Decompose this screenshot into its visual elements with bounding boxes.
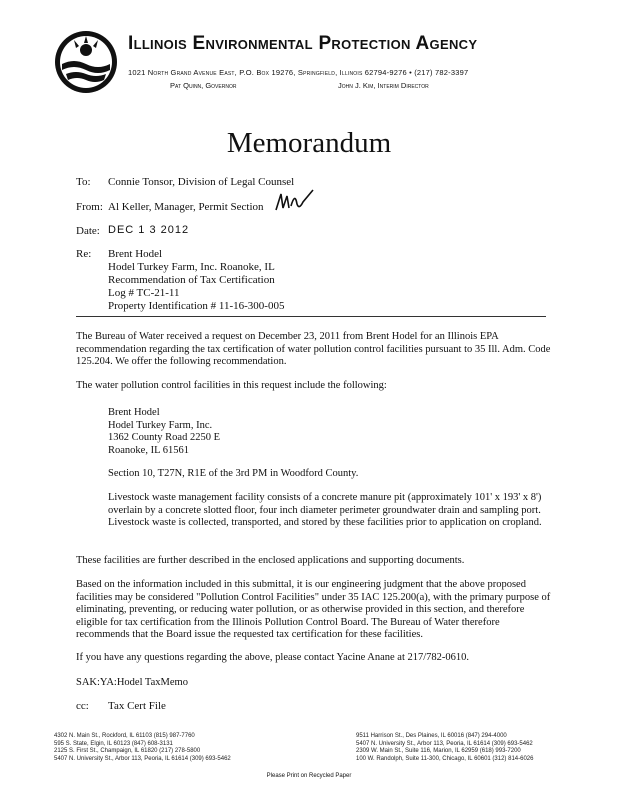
footer-office: 2125 S. First St., Champaign, IL 61820 (217) 278-5800 (54, 748, 201, 754)
director-name: John J. Kim, Interim Director (338, 81, 429, 90)
footer-office: 5407 N. University St., Arbor 113, Peoria, IL 61614 (309) 693-5462 (356, 740, 533, 747)
memo-title: Memorandum (226, 127, 392, 159)
reference-initials: SAK:YA:Hodel TaxMemo (76, 677, 188, 688)
re-block (108, 248, 284, 313)
footer-office: 2309 W. Main St., Suite 116, Marion, IL 62959 (618) 993-7200 (356, 748, 521, 754)
re-line: Hodel Turkey Farm, Inc. Roanoke, IL (108, 261, 275, 273)
header-divider (76, 316, 546, 317)
paragraph-facilities-intro: The water pollution control facilities in this request include the following: (76, 380, 387, 391)
re-line: Recommendation of Tax Certification (108, 274, 275, 286)
address-line: Roanoke, IL 61561 (108, 444, 189, 456)
re-line: Property Identification # 11-16-300-005 (108, 300, 285, 312)
footer-office: 9511 Harrison St., Des Plaines, IL 60016 (847) 294-4000 (356, 733, 507, 739)
date-label: Date: (76, 225, 100, 237)
re-line: Brent Hodel (108, 248, 163, 260)
recycled-paper-note: Please Print on Recycled Paper (266, 773, 352, 779)
governor-name: Pat Quinn, Governor (170, 81, 237, 90)
address-line: Hodel Turkey Farm, Inc. (108, 419, 213, 431)
paragraph-request: The Bureau of Water received a request on December 23, 2011 from Brent Hodel for an Illinois EPA recommendation regarding the tax certification of water pollution control facilities pursuant to 35 Ill. Adm. Code 125.204. We offer the following recommendation. (76, 331, 551, 368)
re-line: Log # TC-21-11 (108, 287, 180, 299)
footer-office: 595 S. State, Elgin, IL 60123 (847) 608-3131 (54, 740, 173, 747)
cc-label: cc: (76, 700, 89, 712)
paragraph-contact: If you have any questions regarding the above, please contact Yacine Anane at 217/782-0610. (76, 652, 470, 663)
date-stamp: DEC 1 3 2012 (108, 224, 190, 236)
paragraph-further-described: These facilities are further described in the enclosed applications and supporting documents. (76, 555, 465, 566)
agency-address: 1021 North Grand Avenue East, P.O. Box 19276, Springfield, Illinois 62794-9276 • (217) 782-3397 (128, 68, 469, 77)
re-label: Re: (76, 248, 92, 260)
address-line: 1362 County Road 2250 E (108, 432, 220, 444)
to-label: To: (76, 176, 91, 188)
signature-initials (273, 188, 319, 218)
footer-office: 100 W. Randolph, Suite 11-300, Chicago, IL 60601 (312) 814-6026 (356, 755, 534, 762)
cc-value: Tax Cert File (108, 700, 166, 712)
footer-office: 4302 N. Main St., Rockford, IL 61103 (815) 987-7760 (54, 733, 195, 739)
location-line: Section 10, T27N, R1E of the 3rd PM in Woodford County. (108, 468, 359, 479)
from-value: Al Keller, Manager, Permit Section (108, 201, 264, 213)
paragraph-judgment: Based on the information included in this submittal, it is our engineering judgment that the above proposed facilities may be considered "Pollution Control Facilities" under 35 IAC 125.200(a), with the primary purpose of eliminating, preventing, or reducing water pollution, or as otherwise provided in this section, and therefore eligible for tax certification from the Illinois Pollution Control Board. The Bureau of Water therefore recommends that the Board issue the requested tax certification for these facilities. (76, 579, 551, 641)
agency-logo (54, 30, 118, 94)
address-line: Brent Hodel (108, 407, 160, 418)
from-label: From: (76, 201, 103, 213)
footer-office: 5407 N. University St., Arbor 113, Peoria, IL 61614 (309) 693-5462 (54, 755, 231, 762)
agency-name: Illinois Environmental Protection Agency (128, 33, 478, 54)
to-value: Connie Tonsor, Division of Legal Counsel (108, 176, 295, 188)
facility-description: Livestock waste management facility consists of a concrete manure pit (approximately 101' x 193' x 8') overlain by a concrete slotted floor, four inch diameter perimeter groundwater drain and sampling port. Livestock waste is collected, transported, and stored by these facilities prior to application on cropland. (108, 492, 542, 529)
footer-offices-right (356, 733, 533, 763)
footer-offices-left (54, 733, 231, 763)
applicant-address (108, 407, 554, 457)
